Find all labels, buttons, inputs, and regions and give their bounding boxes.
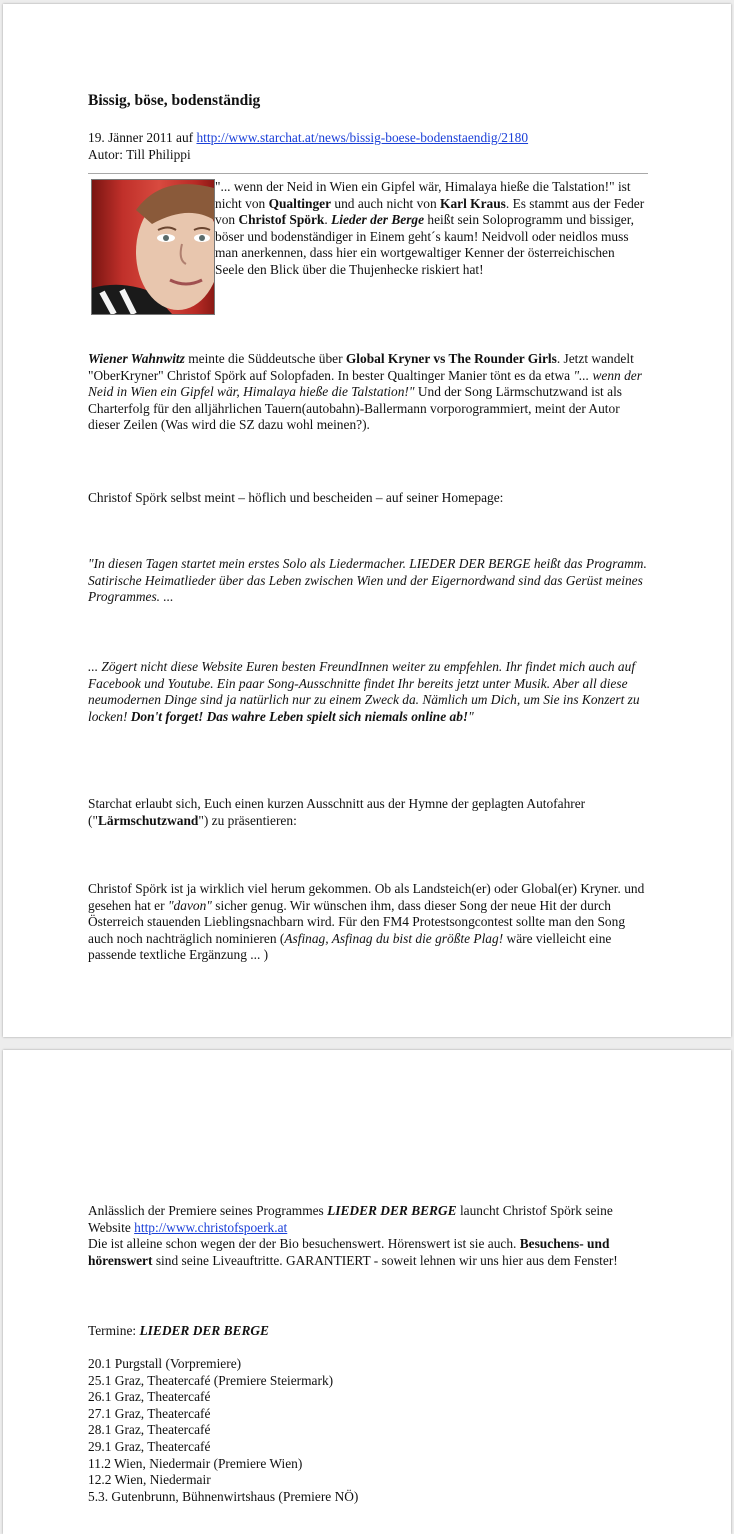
author-text: Autor: Till Philippi xyxy=(88,146,191,162)
list-item: 5.3. Gutenbrunn, Bühnenwirtshaus (Premiere NÖ) xyxy=(88,1488,359,1504)
paragraph-homepage: Christof Spörk selbst meint – höflich und bescheiden – auf seiner Homepage: xyxy=(88,490,504,505)
article-meta xyxy=(88,130,648,163)
website-link[interactable]: http://www.christofspoerk.at xyxy=(134,1219,288,1235)
article-title: Bissig, böse, bodenständig xyxy=(88,92,261,109)
list-item: 12.2 Wien, Niedermair xyxy=(88,1472,211,1488)
quote-paragraph-1: "In diesen Tagen startet mein erstes Solo als Liedermacher. LIEDER DER BERGE heißt das Programm. Satirische Heimatlieder über das Leben zwischen Wien und der Eigernordwand sind das Gerüst meines Programmes. ... xyxy=(88,556,647,605)
list-item: 25.1 Graz, Theatercafé (Premiere Steiermark) xyxy=(88,1372,334,1388)
intro-paragraph: "... wenn der Neid in Wien ein Gipfel wär, Himalaya hieße die Talstation!" ist nicht von Qualtinger und auch nicht von Karl Kraus. Es stammt aus der Feder von Christof Spörk. Lieder der Berge heißt sein Soloprogramm und bissiger, böser und bodenständiger in Einem geht´s kaum! Neidvoll oder neidlos muss man anerkennen, dass hier ein wortgewaltiger Kenner der österreichischen Seele den Blick über die Thujenhecke riskiert hat! xyxy=(215,179,645,277)
list-item: 20.1 Purgstall (Vorpremiere) xyxy=(88,1356,242,1371)
quote-paragraph-2: ... Zögert nicht diese Website Euren besten FreundInnen weiter zu empfehlen. Ihr findet mich auch auf Facebook und Youtube. Ein paar Song-Ausschnitte findet Ihr bereits jetzt unter Musik. Aber all diese neumodernen Dinge sind ja natürlich nur zu einem Zweck da. Nämlich um Dich, um Sie ins Konzert zu locken! Don't forget! Das wahre Leben spielt sich niemals online ab!" xyxy=(88,659,640,724)
list-item: 27.1 Graz, Theatercafé xyxy=(88,1405,211,1421)
list-item: 11.2 Wien, Niedermair (Premiere Wien) xyxy=(88,1455,303,1471)
list-item: 26.1 Graz, Theatercafé xyxy=(88,1389,211,1405)
paragraph-herumgekommen: Christof Spörk ist ja wirklich viel herum gekommen. Ob als Landsteich(er) oder Global(er) Kryner. und gesehen hat er "davon" sicher genug. Wir wünschen ihm, dass dieser Song der neue Hit der durch Österreich stauenden Lieblingsnachbarn wird. Für den FM4 Protestsongcontest sollte man den Song auch noch nachträglich nominieren (Asfinag, Asfinag du bist die größte Plag! wäre vielleicht eine passende textliche Ergänzung ... ) xyxy=(88,881,645,963)
dates-list xyxy=(88,1356,648,1505)
divider xyxy=(88,173,648,174)
paragraph-wahnwitz: Wiener Wahnwitz meinte die Süddeutsche über Global Kryner vs The Rounder Girls. Jetzt wandelt "OberKryner" Christof Spörk auf Solopfaden. In bester Qualtinger Manier tönt es da etwa "... wenn der Neid in Wien ein Gipfel wär, Himalaya hieße die Talstation!" Und der Song Lärmschutzwand ist als Charterfolg für den alljährlichen Tauern(autobahn)-Ballermann vorporogrammiert, meint der Autor dieser Zeilen (Was wird die SZ dazu wohl meinen?). xyxy=(88,351,642,433)
author-photo xyxy=(91,179,215,315)
list-item: 28.1 Graz, Theatercafé xyxy=(88,1422,211,1438)
paragraph-premiere: Anlässlich der Premiere seines Programmes LIEDER DER BERGE launcht Christof Spörk seine Website http://www.christofspoerk.at Die ist alleine schon wegen der der Bio besuchenswert. Hörenswert ist sie auch. Besuchens- und hörenswert sind seine Liveauftritte. GARANTIERT - soweit lehnen wir uns hier aus dem Fenster! xyxy=(88,1203,618,1268)
document-page-1 xyxy=(3,4,731,1037)
list-item: 29.1 Graz, Theatercafé xyxy=(88,1438,211,1454)
date-text: 19. Jänner 2011 auf xyxy=(88,130,197,145)
paragraph-ausschnitt: Starchat erlaubt sich, Euch einen kurzen Ausschnitt aus der Hymne der geplagten Autofahrer ("Lärmschutzwand") zu präsentieren: xyxy=(88,796,586,828)
source-link[interactable]: http://www.starchat.at/news/bissig-boese-bodenstaendig/2180 xyxy=(196,130,529,145)
termine-heading: Termine: LIEDER DER BERGE xyxy=(88,1323,269,1338)
document-page-2 xyxy=(3,1050,731,1534)
